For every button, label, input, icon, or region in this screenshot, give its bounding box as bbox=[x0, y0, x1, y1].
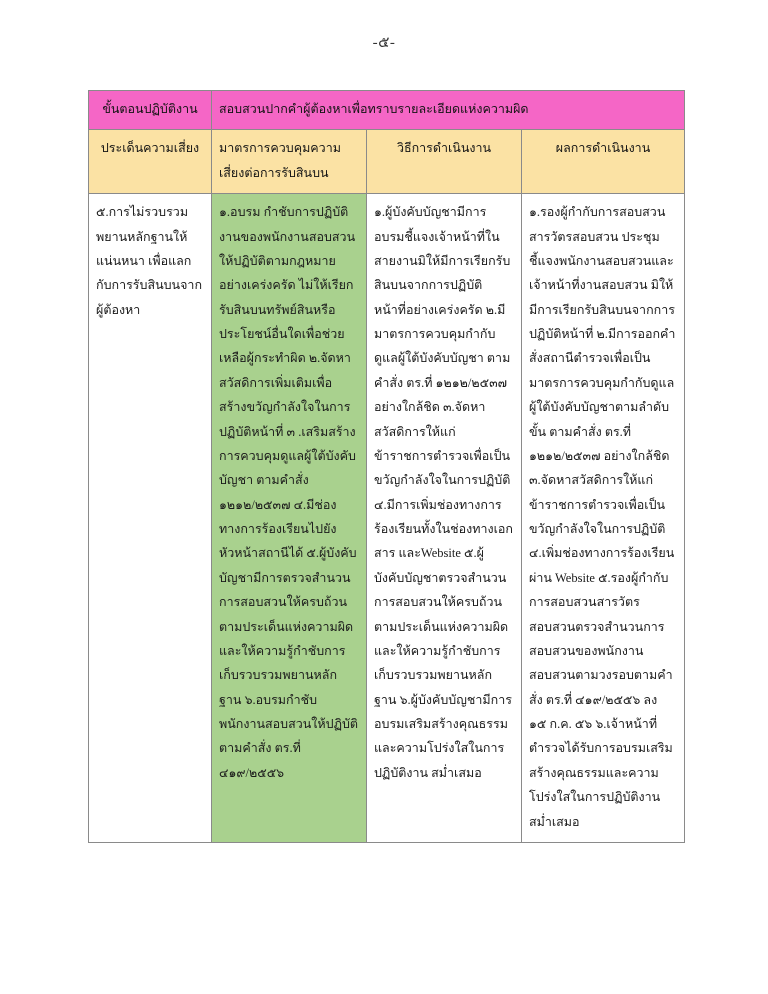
risk-management-table bbox=[88, 90, 685, 843]
table-row bbox=[89, 194, 685, 843]
header-risk-issue: ประเด็นความเสี่ยง bbox=[89, 130, 212, 194]
table-header-row-sub bbox=[89, 130, 685, 194]
table-header-row-top bbox=[89, 91, 685, 130]
cell-result: ๑.รองผู้กำกับการสอบสวนสารวัตรสอบสวน ประชุมชี้แจงพนักงานสอบสวนและเจ้าหน้าที่งานสอบสวน มิให้มีการเรียกรับสินบนจากการปฏิบัติหน้าที่ ๒.มีการออกคำสั่งสถานีตำรวจเพื่อเป็นมาตรการควบคุมกำกับดูแลผู้ใต้บังคับบัญชาตามลำดับขั้น ตามคำสั่ง ตร.ที่ ๑๒๑๒/๒๕๓๗ อย่างใกล้ชิด ๓.จัดหาสวัสดิการให้แก่ข้าราชการตำรวจเพื่อเป็นขวัญกำลังใจในการปฏิบัติ ๔.เพิ่มช่องทางการร้องเรียนผ่าน Website ๕.รองผู้กำกับการสอบสวนสารวัตรสอบสวนตรวจสำนวนการสอบสวนของพนักงานสอบสวนตามวงรอบตามคำสั่ง ตร.ที่ ๔๑๙/๒๕๕๖ ลง ๑๕ ก.ค. ๕๖ ๖.เจ้าหน้าที่ตำรวจได้รับการอบรมเสริมสร้างคุณธรรมและความโปร่งใสในการปฏิบัติงาน สม่ำเสมอ bbox=[522, 194, 685, 843]
header-interrogation-title: สอบสวนปากคำผู้ต้องหาเพื่อทราบรายละเอียดแห่งความผิด bbox=[212, 91, 685, 130]
cell-risk-issue: ๕.การไม่รวบรวมพยานหลักฐานให้แน่นหนา เพื่อแลกกับการรับสินบนจากผู้ต้องหา bbox=[89, 194, 212, 843]
page-number: -๕- bbox=[372, 35, 396, 51]
cell-control-measures: ๑.อบรม กำชับการปฏิบัติงานของพนักงานสอบสวนให้ปฏิบัติตามกฎหมายอย่างเคร่งครัด ไม่ให้เรียกรับสินบนทรัพย์สินหรือ ประโยชน์อื่นใดเพื่อช่วยเหลือผู้กระทำผิด ๒.จัดหาสวัสดิการเพิ่มเติมเพื่อสร้างขวัญกำลังใจในการปฏิบัติหน้าที่ ๓ .เสริมสร้างการควบคุมดูแลผู้ใต้บังคับบัญชา ตามคำสั่ง ๑๒๑๒/๒๕๓๗ ๔.มีช่องทางการร้องเรียนไปยังหัวหน้าสถานีได้ ๕.ผู้บังคับบัญชามีการตรวจสำนวนการสอบสวนให้ครบถ้วนตามประเด็นแห่งความผิดและให้ความรู้กำชับการเก็บรวบรวมพยานหลักฐาน ๖.อบรมกำชับพนักงานสอบสวนให้ปฏิบัติตามคำสั่ง ตร.ที่ ๔๑๙/๒๕๕๖ bbox=[212, 194, 367, 843]
header-control-measures: มาตรการควบคุมความเสี่ยงต่อการรับสินบน bbox=[212, 130, 367, 194]
header-process-step: ขั้นตอนปฏิบัติงาน bbox=[89, 91, 212, 130]
header-method: วิธีการดำเนินงาน bbox=[367, 130, 522, 194]
header-result: ผลการดำเนินงาน bbox=[522, 130, 685, 194]
cell-method: ๑.ผู้บังคับบัญชามีการอบรมชี้แจงเจ้าหน้าที่ในสายงานมิให้มีการเรียกรับสินบนจากการปฏิบัติหน้าที่อย่างเคร่งครัด ๒.มีมาตรการควบคุมกำกับดูแลผู้ใต้บังคับบัญชา ตามคำสั่ง ตร.ที่ ๑๒๑๒/๒๕๓๗ อย่างใกล้ชิด ๓.จัดหาสวัสดิการให้แก่ข้าราชการตำรวจเพื่อเป็นขวัญกำลังใจในการปฏิบัติ ๔.มีการเพิ่มช่องทางการร้องเรียนทั้งในช่องทางเอกสาร และWebsite ๕.ผู้บังคับบัญชาตรวจสำนวนการสอบสวนให้ครบถ้วนตามประเด็นแห่งความผิดและให้ความรู้กำชับการเก็บรวบรวมพยานหลักฐาน ๖.ผู้บังคับบัญชามีการอบรมเสริมสร้างคุณธรรมและความโปร่งใสในการปฏิบัติงาน สม่ำเสมอ bbox=[367, 194, 522, 843]
